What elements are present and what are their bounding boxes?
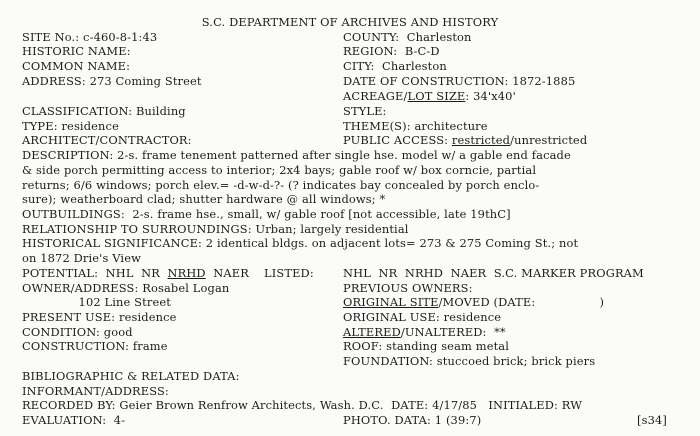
region: REGION: B-C-D [343,44,440,58]
bibliographic-data: BIBLIOGRAPHIC & RELATED DATA: [22,369,240,383]
relationship-to-surroundings: RELATIONSHIP TO SURROUNDINGS: Urban; largely residential [22,222,409,236]
classification: CLASSIFICATION: Building [22,104,186,118]
potential-nrhd: NRHD [167,266,206,280]
lot-size-value: : 34'x40' [465,89,516,103]
historical-significance-cont: on 1872 Drie's View [22,251,141,265]
address: ADDRESS: 273 Coming Street [22,74,202,88]
original-use: ORIGINAL USE: residence [343,310,502,324]
outbuildings: OUTBUILDINGS: 2-s. frame hse., small, w/ gable roof [not accessible, late 19thC] [22,207,511,221]
recorded-by: RECORDED BY: Geier Brown Renfrow Architects, Wash. D.C. DATE: 4/17/85 INITIALED: RW [22,398,583,412]
owner-address-line2: 102 Line Street [22,295,171,309]
date-of-construction: DATE OF CONSTRUCTION: 1872-1885 [343,74,576,88]
description-line: returns; 6/6 windows; porch elev.= -d-w-d-?- (? indicates bay concealed by porch enclo- [22,178,540,192]
site-number: SITE No.: c-460-8-1:43 [22,30,158,44]
style: STYLE: [343,104,387,118]
original-site [343,295,604,309]
themes: THEME(S): architecture [343,119,488,133]
county: COUNTY: Charleston [343,30,472,44]
lot-size-label: LOT SIZE [407,89,466,103]
historical-significance: HISTORICAL SIGNIFICANCE: 2 identical bldgs. on adjacent lots= 273 & 275 Coming St.; not [22,236,579,250]
altered [343,325,506,339]
informant-address: INFORMANT/ADDRESS: [22,384,169,398]
condition: CONDITION: good [22,325,133,339]
listed-options: NHL NR NRHD NAER S.C. MARKER PROGRAM [343,266,644,280]
unaltered-rest: /UNALTERED: ** [400,325,506,339]
public-access [343,133,587,147]
public-access-rest: /unrestricted [510,133,588,147]
previous-owners: PREVIOUS OWNERS: [343,281,473,295]
foundation: FOUNDATION: stuccoed brick; brick piers [343,354,596,368]
description-line: DESCRIPTION: 2-s. frame tenement patterned after single hse. model w/ a gable end facade [22,148,571,162]
original-site-label: ORIGINAL SITE [343,295,439,309]
public-access-selected: restricted [451,133,511,147]
historic-name: HISTORIC NAME: [22,44,131,58]
public-access-label: PUBLIC ACCESS: [343,133,452,147]
altered-label: ALTERED [343,325,401,339]
acreage-lot-size [343,89,516,103]
evaluation: EVALUATION: 4- [22,413,126,427]
common-name: COMMON NAME: [22,59,131,73]
description-line: & side porch permitting access to interior; 2x4 bays; gable roof w/ box corncie, partial [22,163,537,177]
owner-address: OWNER/ADDRESS: Rosabel Logan [22,281,230,295]
description-line: sure); weatherboard clad; shutter hardware @ all windows; * [22,192,386,206]
potential [22,266,314,280]
potential-post: NAER LISTED: [205,266,314,280]
city: CITY: Charleston [343,59,447,73]
photo-data: PHOTO. DATA: 1 (39:7) [343,413,482,427]
acreage-label: ACREAGE/ [343,89,408,103]
potential-pre: POTENTIAL: NHL NR [22,266,168,280]
type: TYPE: residence [22,119,119,133]
roof: ROOF: standing seam metal [343,339,510,353]
construction: CONSTRUCTION: frame [22,339,168,353]
moved-date: /MOVED (DATE: ) [438,295,605,309]
reference-code: [s34] [637,413,667,427]
form-header: S.C. DEPARTMENT OF ARCHIVES AND HISTORY [201,15,499,29]
present-use: PRESENT USE: residence [22,310,177,324]
architect-contractor: ARCHITECT/CONTRACTOR: [22,133,192,147]
